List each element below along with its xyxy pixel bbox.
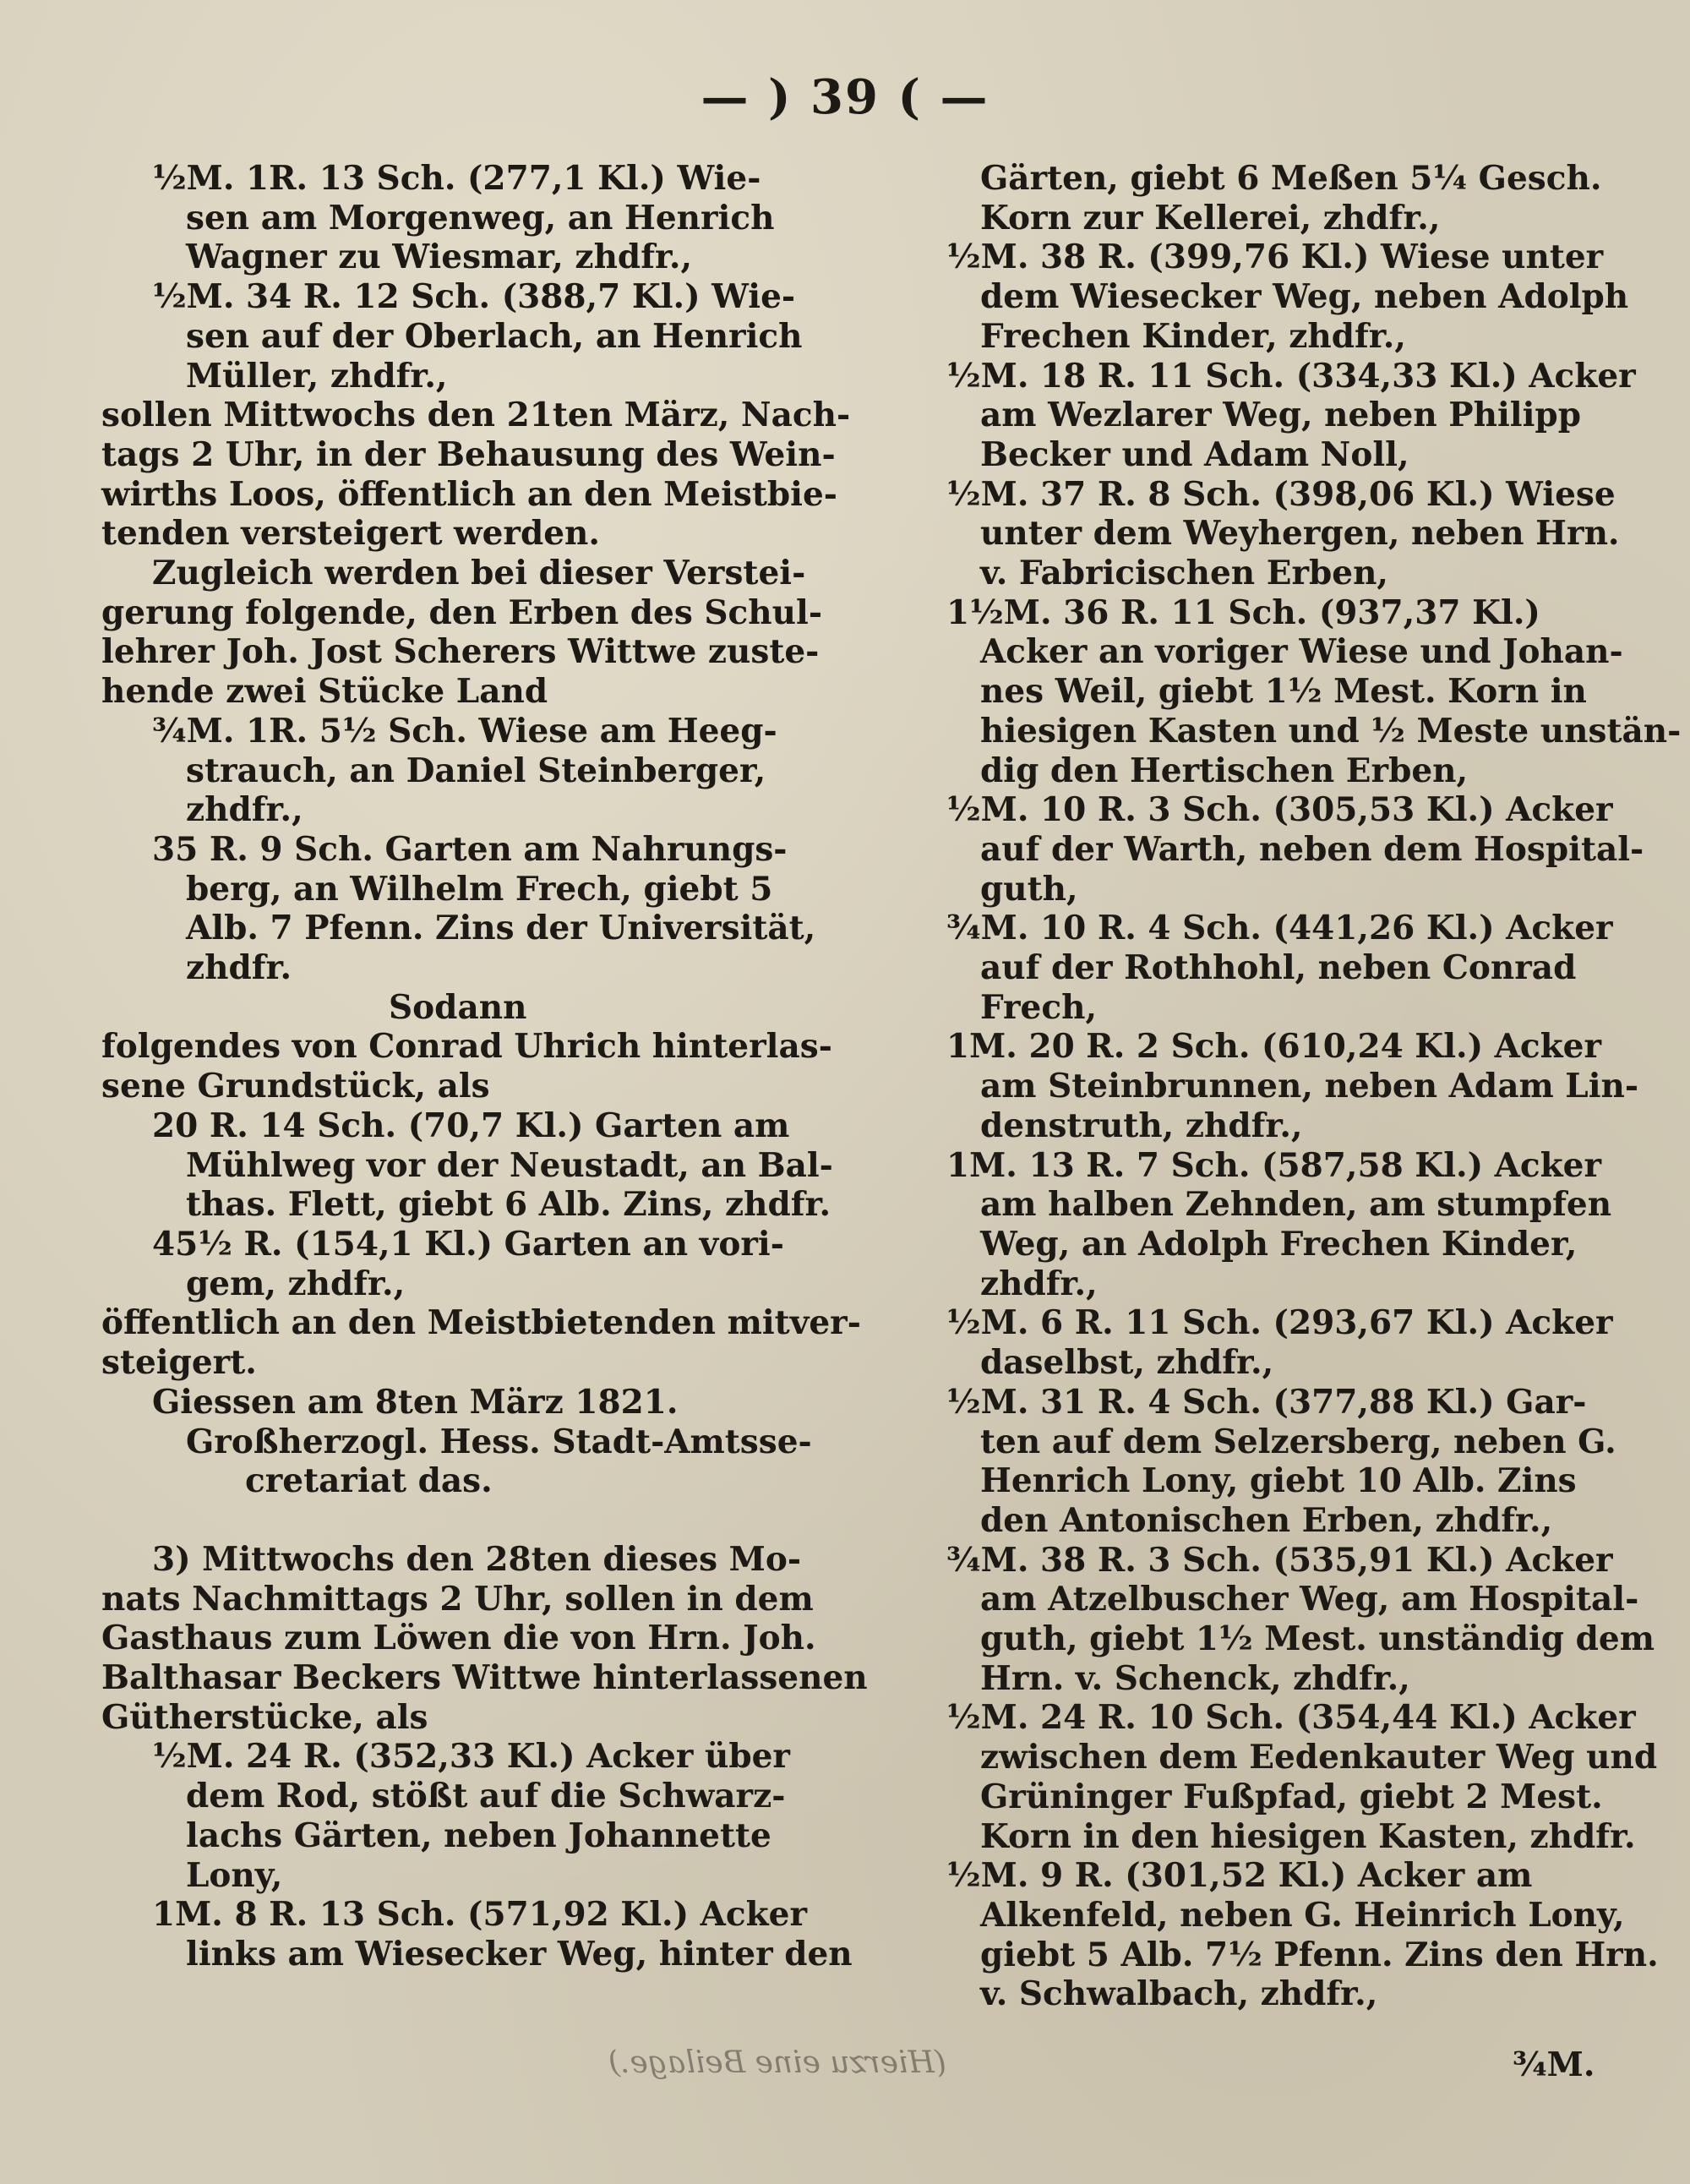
text-line: am Atzelbuscher Weg, am Hospital- xyxy=(980,1580,1639,1619)
text-line: Acker an voriger Wiese und Johan- xyxy=(980,632,1623,672)
text-line: strauch, an Daniel Steinberger, xyxy=(186,751,766,790)
text-line: dem Rod, stößt auf die Schwarz- xyxy=(186,1777,786,1816)
text-line: Giessen am 8ten März 1821. xyxy=(152,1382,679,1422)
text-line: Weg, an Adolph Frechen Kinder, xyxy=(980,1224,1578,1264)
text-line: denstruth, zhdfr., xyxy=(980,1106,1303,1145)
text-line: Sodann xyxy=(389,987,527,1027)
text-line: dig den Hertischen Erben, xyxy=(980,751,1469,790)
text-line: Frechen Kinder, zhdfr., xyxy=(980,316,1406,356)
text-line: Zugleich werden bei dieser Verstei- xyxy=(152,554,806,593)
text-line: Mühlweg vor der Neustadt, an Bal- xyxy=(186,1145,833,1185)
text-line: guth, giebt 1½ Mest. unständig dem xyxy=(980,1619,1655,1659)
text-line: nes Weil, giebt 1½ Mest. Korn in xyxy=(980,672,1587,712)
text-line: 45½ R. (154,1 Kl.) Garten an vori- xyxy=(152,1224,784,1264)
text-line: Alb. 7 Pfenn. Zins der Universität, xyxy=(186,909,816,948)
text-line: Lony, xyxy=(186,1855,283,1895)
text-line: zhdfr., xyxy=(186,790,303,830)
text-line: Alkenfeld, neben G. Heinrich Lony, xyxy=(980,1895,1625,1935)
text-line: sen am Morgenweg, an Henrich xyxy=(186,198,775,238)
text-line: sen auf der Oberlach, an Henrich xyxy=(186,316,803,356)
text-line: daselbst, zhdfr., xyxy=(980,1343,1274,1383)
text-line: Hrn. v. Schenck, zhdfr., xyxy=(980,1658,1410,1698)
text-line: Henrich Lony, giebt 10 Alb. Zins xyxy=(980,1461,1577,1501)
left-column xyxy=(101,159,868,1974)
text-line: links am Wiesecker Weg, hinter den xyxy=(186,1934,853,1974)
text-line: den Antonischen Erben, zhdfr., xyxy=(980,1500,1553,1540)
text-line: ½M. 31 R. 4 Sch. (377,88 Kl.) Gar- xyxy=(946,1382,1587,1422)
text-line: nats Nachmittags 2 Uhr, sollen in dem xyxy=(101,1579,814,1619)
text-line: dem Wiesecker Weg, neben Adolph xyxy=(980,277,1629,317)
catchword: ¾M. xyxy=(1513,2045,1595,2084)
text-line: ½M. 18 R. 11 Sch. (334,33 Kl.) Acker xyxy=(946,356,1636,396)
text-line: steigert. xyxy=(101,1343,257,1383)
text-line: Frech, xyxy=(980,987,1098,1027)
text-line: berg, an Wilhelm Frech, giebt 5 xyxy=(186,869,773,909)
text-line: ¾M. 10 R. 4 Sch. (441,26 Kl.) Acker xyxy=(946,909,1613,948)
text-line: thas. Flett, giebt 6 Alb. Zins, zhdfr. xyxy=(186,1185,831,1225)
page-number-header: — ) 39 ( — xyxy=(701,69,989,125)
text-line: folgendes von Conrad Uhrich hinterlas- xyxy=(101,1027,832,1067)
text-line: ½M. 10 R. 3 Sch. (305,53 Kl.) Acker xyxy=(946,790,1613,830)
text-line: sene Grundstück, als xyxy=(101,1067,490,1106)
text-line: cretariat das. xyxy=(245,1461,493,1501)
text-line: am Wezlarer Weg, neben Philipp xyxy=(980,396,1581,435)
text-line: auf der Warth, neben dem Hospital- xyxy=(980,829,1644,869)
text-line: Korn in den hiesigen Kasten, zhdfr. xyxy=(980,1816,1636,1856)
text-line: v. Fabricischen Erben, xyxy=(980,554,1389,593)
text-line: Grüninger Fußpfad, giebt 2 Mest. xyxy=(980,1777,1603,1816)
text-line: ½M. 37 R. 8 Sch. (398,06 Kl.) Wiese xyxy=(946,474,1616,514)
text-line: 1M. 8 R. 13 Sch. (571,92 Kl.) Acker xyxy=(152,1895,808,1935)
paragraph-gap xyxy=(101,1501,845,1540)
text-line: tenden versteigert werden. xyxy=(101,514,600,554)
text-line: öffentlich an den Meistbietenden mitver- xyxy=(101,1303,861,1343)
text-line: Balthasar Beckers Wittwe hinterlassenen xyxy=(101,1658,868,1698)
show-through-text: (Hierzu eine Beilage.) xyxy=(608,2045,946,2080)
text-line: ¾M. 38 R. 3 Sch. (535,91 Kl.) Acker xyxy=(946,1540,1613,1580)
text-line: ½M. 34 R. 12 Sch. (388,7 Kl.) Wie- xyxy=(152,277,796,317)
text-line: ½M. 1R. 13 Sch. (277,1 Kl.) Wie- xyxy=(152,159,761,198)
text-line: am Steinbrunnen, neben Adam Lin- xyxy=(980,1067,1639,1106)
text-line: 35 R. 9 Sch. Garten am Nahrungs- xyxy=(152,829,788,869)
text-line: ½M. 6 R. 11 Sch. (293,67 Kl.) Acker xyxy=(946,1303,1613,1343)
text-line: tags 2 Uhr, in der Behausung des Wein- xyxy=(101,434,836,474)
text-line: zwischen dem Eedenkauter Weg und xyxy=(980,1738,1658,1777)
text-line: 3) Mittwochs den 28ten dieses Mo- xyxy=(152,1539,802,1579)
text-line: Gasthaus zum Löwen die von Hrn. Joh. xyxy=(101,1619,816,1658)
text-line: ¾M. 1R. 5½ Sch. Wiese am Heeg- xyxy=(152,711,777,751)
text-line: Korn zur Kellerei, zhdfr., xyxy=(980,198,1441,238)
text-line: giebt 5 Alb. 7½ Pfenn. Zins den Hrn. xyxy=(980,1935,1659,1974)
text-line: am halben Zehnden, am stumpfen xyxy=(980,1185,1612,1225)
text-line: ½M. 24 R. 10 Sch. (354,44 Kl.) Acker xyxy=(946,1698,1636,1738)
text-line: hende zwei Stücke Land xyxy=(101,672,548,712)
text-line: zhdfr., xyxy=(980,1264,1098,1303)
text-line: ½M. 38 R. (399,76 Kl.) Wiese unter xyxy=(946,238,1604,277)
text-line: ½M. 9 R. (301,52 Kl.) Acker am xyxy=(946,1856,1533,1896)
text-line: Gütherstücke, als xyxy=(101,1697,428,1737)
text-line: v. Schwalbach, zhdfr., xyxy=(980,1974,1378,2014)
text-line: Großherzogl. Hess. Stadt-Amtsse- xyxy=(186,1422,812,1461)
text-line: 20 R. 14 Sch. (70,7 Kl.) Garten am xyxy=(152,1106,790,1145)
text-line: sollen Mittwochs den 21ten März, Nach- xyxy=(101,396,851,435)
text-line: gem, zhdfr., xyxy=(186,1264,406,1303)
text-line: unter dem Weyhergen, neben Hrn. xyxy=(980,514,1620,554)
text-line: Müller, zhdfr., xyxy=(186,356,448,396)
text-line: ten auf dem Selzersberg, neben G. xyxy=(980,1422,1616,1461)
text-line: wirths Loos, öffentlich an den Meistbie- xyxy=(101,474,837,514)
text-line: Becker und Adam Noll, xyxy=(980,434,1409,474)
text-line: auf der Rothhohl, neben Conrad xyxy=(980,948,1577,988)
text-line: 1M. 20 R. 2 Sch. (610,24 Kl.) Acker xyxy=(946,1027,1602,1067)
right-column xyxy=(896,159,1682,2014)
text-line: lachs Gärten, neben Johannette xyxy=(186,1815,771,1855)
text-line: 1½M. 36 R. 11 Sch. (937,37 Kl.) xyxy=(946,592,1540,632)
text-line: gerung folgende, den Erben des Schul- xyxy=(101,592,823,632)
text-line: lehrer Joh. Jost Scherers Wittwe zuste- xyxy=(101,632,820,672)
text-line: Gärten, giebt 6 Meßen 5¼ Gesch. xyxy=(980,159,1602,198)
text-line: ½M. 24 R. (352,33 Kl.) Acker über xyxy=(152,1737,790,1777)
text-line: guth, xyxy=(980,869,1078,909)
text-line: Wagner zu Wiesmar, zhdfr., xyxy=(186,238,693,277)
text-line: hiesigen Kasten und ½ Meste unstän- xyxy=(980,711,1682,751)
text-line: 1M. 13 R. 7 Sch. (587,58 Kl.) Acker xyxy=(946,1145,1602,1185)
text-line: zhdfr. xyxy=(186,948,292,988)
